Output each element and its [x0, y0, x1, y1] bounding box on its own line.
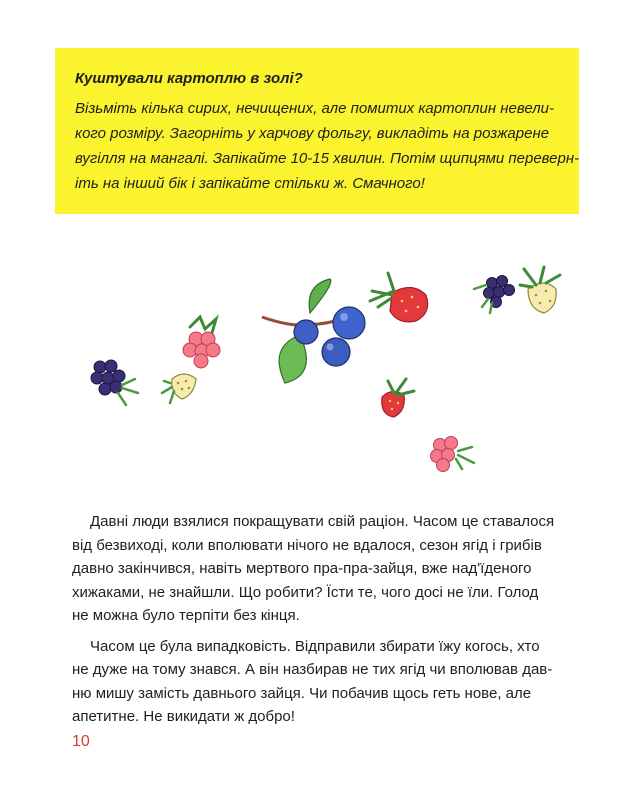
tip-text-line: Візьміть кілька сирих, нечищених, але помитих картоплин невели-	[75, 100, 555, 117]
tip-text-line: кого розміру. Загорніть у харчову фольгу, викладіть на розжарене	[75, 125, 550, 142]
white-strawberry-icon	[162, 374, 196, 403]
blueberry-branch-icon	[262, 279, 365, 383]
tip-text-line: іть на інший бік і запікайте стільки ж. Смачного!	[75, 175, 425, 192]
text-line: Часом це була випадковість. Відправили збирати їжу когось, хто	[90, 637, 540, 655]
text-line: апетитне. Не викидати ж добро!	[72, 708, 295, 725]
text-line: Давні люди взялися покращувати свій раціон. Часом це ставалося	[90, 513, 555, 530]
blackberry-icon	[91, 360, 138, 405]
paragraph	[72, 635, 562, 729]
white-strawberry-icon	[520, 267, 560, 313]
text-line: давно закінчився, навіть мертвого пра-пра-зайця, вже над'їденого	[72, 560, 532, 577]
body-text	[72, 510, 562, 736]
blackberry-icon	[474, 276, 515, 314]
tip-title: Куштували картоплю в золі?	[75, 70, 303, 87]
text-line: не дуже на тому знався. А він назбирав не тих ягід чи вполював дав-	[72, 661, 553, 678]
tip-box	[55, 48, 579, 214]
strawberry-icon	[382, 379, 414, 417]
text-line: від безвиході, коли вполювати нічого не вдалося, сезон ягід і грибів	[72, 536, 542, 554]
text-line: ню мишу замість давнього зайця. Чи побачив щось геть нове, але	[72, 684, 532, 702]
tip-text-line: вугілля на мангалі. Запікайте 10-15 хвилин. Потім щипцями переверн-	[75, 150, 580, 167]
page-number: 10	[72, 733, 90, 750]
strawberry-icon	[370, 273, 428, 322]
paragraph	[72, 510, 562, 628]
raspberry-icon	[183, 317, 220, 368]
raspberry-icon	[431, 437, 475, 472]
berries-illustration	[0, 255, 624, 475]
text-line: не можна було терпіти без кінця.	[72, 607, 300, 624]
text-line: хижаками, не знайшли. Що робити? Їсти те, чого досі не їли. Голод	[72, 583, 539, 601]
